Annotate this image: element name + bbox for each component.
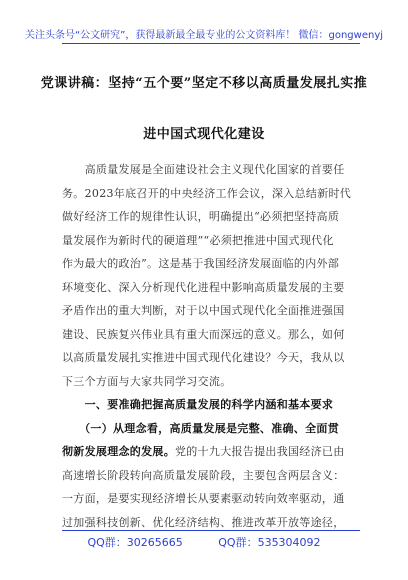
subsection-heading-end: 彻新发展理念的发展。 [62,445,175,458]
body-line: 矛盾作出的重大判断，对于以中国式现代化全面推进强国 [62,304,345,317]
qq-group-1: QQ群：30265665 [87,536,183,549]
body-line: 量发展作为新时代的硬道理”“必须把推进中国式现代化 [62,233,334,247]
body-line: 一方面，是要实现经济增长从要素驱动转向效率驱动，通 [62,492,345,505]
body-line: 以高质量发展扎实推进中国式现代化建设？今天，我从以 [62,351,345,364]
body-line: 下三个方面与大家共同学习交流。 [62,374,232,388]
body-line: 做好经济工作的规律性认识，明确提出“必须把坚持高质 [62,210,340,223]
section-heading: 一、要准确把握高质量发展的科学内涵和基本要求 [62,398,334,411]
footer-divider [62,530,360,531]
body-line: 高质量发展是全面建设社会主义现代化国家的首要任 [62,163,345,176]
page-footer [0,534,408,550]
body-line: 作为最大的政治”。这是基于我国经济发展面临的内外部 [62,257,340,270]
subsection-heading: （一）从理念看，高质量发展是完整、准确、全面贯 [62,421,339,435]
body-line: 务。2023年底召开的中央经济工作会议，深入总结新时代 [62,186,352,200]
body-line: 高速增长阶段转向高质量发展阶段，主要包含两层含义： [62,468,345,482]
document-title-line-2: 进中国式现代化建设 [143,127,265,142]
page-header: 关注头条号“公文研究”，获得最新最全最专业的公文资料库！ 微信：gongwenyj [24,30,384,41]
subsection-line [62,440,360,464]
body-line: 环境变化、深入分析现代化进程中影响高质量发展的主要 [62,280,345,294]
header-divider [62,43,360,44]
body-text-span: 党的十九大报告提出我国经济已由 [175,445,345,458]
body-line: 建设、民族复兴伟业具有重大而深远的意义。那么，如何 [62,327,345,341]
qq-group-2: QQ群：535304092 [218,536,321,549]
document-title-line-1: 党课讲稿：坚持“五个要”坚定不移以高质量发展扎实推 [40,76,368,91]
body-line: 过加强科技创新、优化经济结构、推进改革开放等途径， [62,515,345,529]
document-body [62,158,360,534]
